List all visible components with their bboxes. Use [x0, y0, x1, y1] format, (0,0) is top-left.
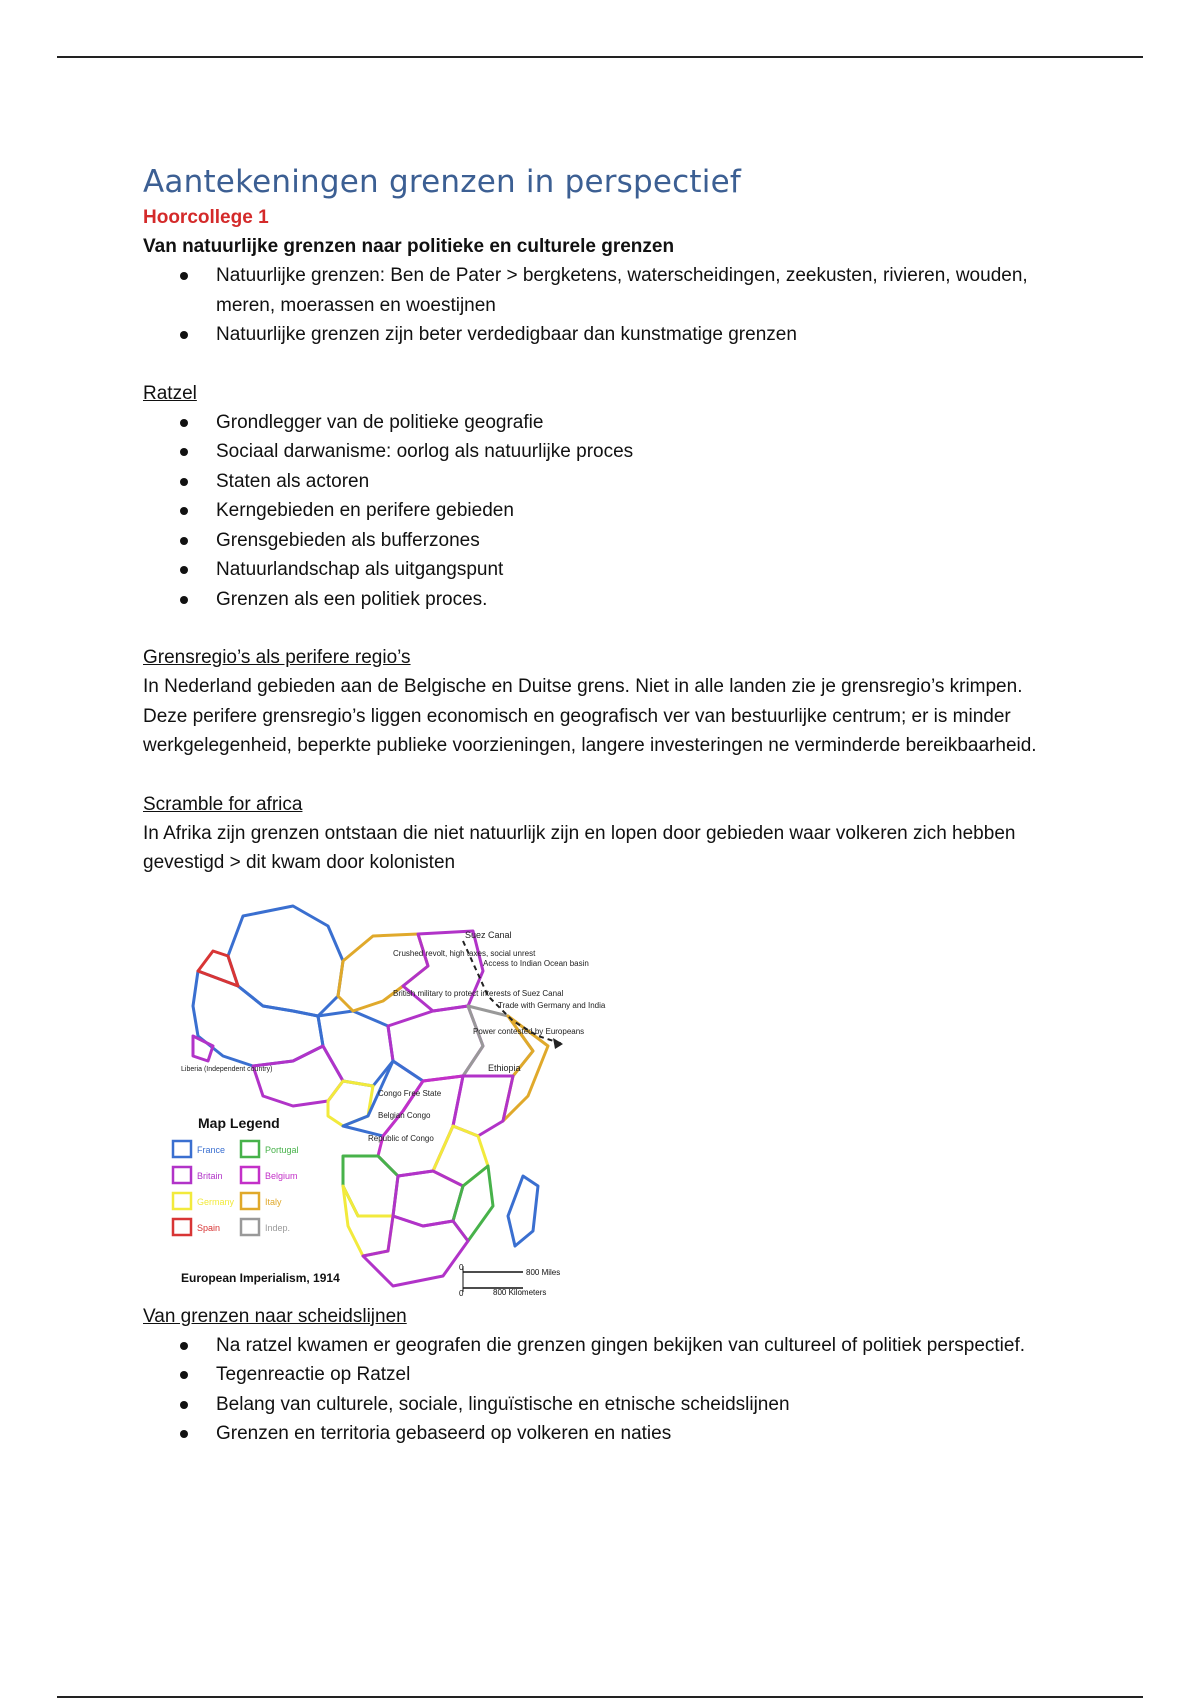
list-item: Sociaal darwanisme: oorlog als natuurlijke proces — [143, 437, 1043, 467]
list-item: Grenzen als een politiek proces. — [143, 585, 1043, 615]
list-item: Natuurlijke grenzen: Ben de Pater > bergketens, waterscheidingen, zeekusten, rivieren, wouden, meren, moerassen en woestijnen — [143, 261, 1043, 320]
list-item: Na ratzel kwamen er geografen die grenzen gingen bekijken van cultureel of politiek perspectief. — [143, 1331, 1043, 1361]
annotation-access: Access to Indian Ocean basin — [483, 958, 589, 968]
list-item: Staten als actoren — [143, 467, 1043, 497]
annotation-congo-free: Congo Free State — [378, 1088, 442, 1098]
list-item: Grenzen en territoria gebaseerd op volkeren en naties — [143, 1419, 1043, 1449]
bottom-rule — [57, 1696, 1143, 1698]
list-item: Tegenreactie op Ratzel — [143, 1360, 1043, 1390]
lecture-heading: Hoorcollege 1 — [143, 207, 269, 228]
annotation-liberia: Liberia (Independent country) — [181, 1065, 273, 1073]
africa-imperialism-map — [143, 886, 606, 1298]
list-item: Natuurlijke grenzen zijn beter verdedigbaar dan kunstmatige grenzen — [143, 320, 1043, 350]
annotation-suez: Suez Canal — [465, 929, 512, 940]
list-item: Grondlegger van de politieke geografie — [143, 408, 1043, 438]
map-title: European Imperialism, 1914 — [181, 1270, 340, 1285]
annotation-crushed: Crushed revolt, high taxes, social unrest — [393, 948, 536, 958]
legend-label: Italy — [265, 1196, 282, 1207]
paragraph-grensregio: In Nederland gebieden aan de Belgische en Duitse grens. Niet in alle landen zie je grensregio’s krimpen. Deze perifere grensregio’s liggen economisch en geografisch ver van bestuurlijke centrum; er is minder werkgelegenheid, beperkte publieke voorzieningen, langere investeringen ne verminderde bereikbaarheid. — [143, 676, 1037, 756]
scale-zero-miles: 0 — [459, 1262, 464, 1272]
legend-label: Portugal — [265, 1144, 299, 1155]
legend-label: Indep. — [265, 1222, 291, 1233]
page-title: Aantekeningen grenzen in perspectief — [143, 164, 741, 200]
list-item: Natuurlandschap als uitgangspunt — [143, 555, 1043, 585]
section-heading-ratzel: Ratzel — [143, 382, 197, 404]
legend-label: Britain — [197, 1170, 223, 1181]
annotation-military: British military to protect interests of Suez Canal — [393, 988, 564, 998]
section-heading-grensregio: Grensregio’s als perifere regio’s — [143, 647, 411, 668]
list-item: Grensgebieden als bufferzones — [143, 526, 1043, 556]
top-rule — [57, 56, 1143, 58]
section-heading-intro: Van natuurlijke grenzen naar politieke en culturele grenzen — [143, 236, 675, 257]
list-item: Belang van culturele, sociale, linguïstische en etnische scheidslijnen — [143, 1390, 1043, 1420]
map-legend-title: Map Legend — [198, 1114, 280, 1131]
section-heading-scheidslijnen: Van grenzen naar scheidslijnen — [143, 1305, 407, 1327]
legend-label: France — [197, 1144, 226, 1155]
ratzel-bullets — [143, 408, 1043, 615]
scale-miles: 800 Miles — [526, 1267, 561, 1277]
intro-bullets — [143, 261, 1043, 350]
list-item: Kerngebieden en perifere gebieden — [143, 496, 1043, 526]
scale-zero-km: 0 — [459, 1288, 464, 1298]
section-heading-scramble: Scramble for africa — [143, 793, 303, 815]
scheidslijnen-bullets — [143, 1331, 1043, 1449]
scale-km: 800 Kilometers — [493, 1287, 547, 1297]
annotation-ethiopia: Ethiopia — [488, 1062, 521, 1073]
document-body — [143, 160, 1043, 1449]
annotation-republic-congo: Republic of Congo — [368, 1133, 434, 1143]
legend-label: Germany — [197, 1196, 235, 1207]
annotation-power: Power contested by Europeans — [473, 1026, 585, 1036]
paragraph-scramble: In Afrika zijn grenzen ontstaan die niet natuurlijk zijn en lopen door gebieden waar volkeren zich hebben gevestigd > dit kwam door kolonisten — [143, 822, 1016, 873]
legend-label: Spain — [197, 1222, 221, 1233]
legend-label: Belgium — [265, 1170, 298, 1181]
annotation-trade: Trade with Germany and India — [498, 1000, 606, 1010]
annotation-belgian-congo: Belgian Congo — [378, 1110, 431, 1120]
